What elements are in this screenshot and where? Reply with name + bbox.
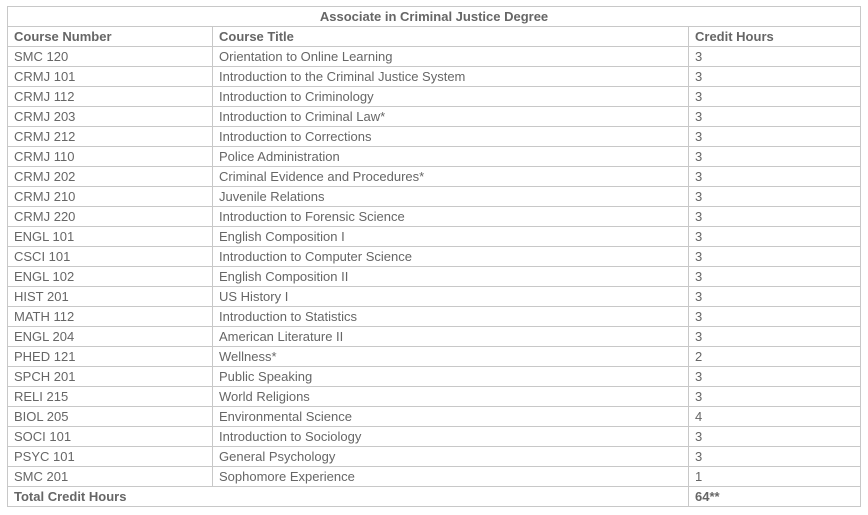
course-title-cell: Introduction to Forensic Science (213, 207, 689, 227)
course-number-cell: PSYC 101 (8, 447, 213, 467)
course-number-cell: BIOL 205 (8, 407, 213, 427)
credit-hours-cell: 3 (689, 67, 861, 87)
credit-hours-cell: 3 (689, 327, 861, 347)
course-title-cell: Public Speaking (213, 367, 689, 387)
table-row (8, 87, 861, 107)
total-value: 64** (689, 487, 861, 507)
course-number-cell: SPCH 201 (8, 367, 213, 387)
credit-hours-cell: 3 (689, 227, 861, 247)
course-title-cell: Criminal Evidence and Procedures* (213, 167, 689, 187)
course-title-cell: Police Administration (213, 147, 689, 167)
credit-hours-cell: 2 (689, 347, 861, 367)
header-credit-hours: Credit Hours (689, 27, 861, 47)
table-row (8, 387, 861, 407)
course-title-cell: Introduction to Corrections (213, 127, 689, 147)
total-row (8, 487, 861, 507)
table-row (8, 227, 861, 247)
course-title-cell: Introduction to Statistics (213, 307, 689, 327)
header-course-title: Course Title (213, 27, 689, 47)
table-title: Associate in Criminal Justice Degree (8, 7, 861, 27)
table-row (8, 327, 861, 347)
table-row (8, 427, 861, 447)
course-number-cell: SMC 201 (8, 467, 213, 487)
course-title-cell: World Religions (213, 387, 689, 407)
course-title-cell: American Literature II (213, 327, 689, 347)
course-title-cell: Orientation to Online Learning (213, 47, 689, 67)
table-row (8, 367, 861, 387)
course-title-cell: Introduction to Criminal Law* (213, 107, 689, 127)
course-number-cell: CRMJ 110 (8, 147, 213, 167)
course-number-cell: CRMJ 210 (8, 187, 213, 207)
credit-hours-cell: 3 (689, 167, 861, 187)
credit-hours-cell: 3 (689, 287, 861, 307)
course-number-cell: PHED 121 (8, 347, 213, 367)
table-row (8, 287, 861, 307)
course-number-cell: CSCI 101 (8, 247, 213, 267)
course-number-cell: CRMJ 202 (8, 167, 213, 187)
credit-hours-cell: 3 (689, 447, 861, 467)
table-row (8, 127, 861, 147)
course-number-cell: SOCI 101 (8, 427, 213, 447)
table-title-row (8, 7, 861, 27)
course-number-cell: MATH 112 (8, 307, 213, 327)
table-row (8, 67, 861, 87)
table-row (8, 47, 861, 67)
course-number-cell: RELI 215 (8, 387, 213, 407)
credit-hours-cell: 3 (689, 307, 861, 327)
course-number-cell: CRMJ 220 (8, 207, 213, 227)
credit-hours-cell: 3 (689, 107, 861, 127)
course-title-cell: Sophomore Experience (213, 467, 689, 487)
table-row (8, 187, 861, 207)
header-course-number: Course Number (8, 27, 213, 47)
table-row (8, 147, 861, 167)
course-title-cell: US History I (213, 287, 689, 307)
course-number-cell: HIST 201 (8, 287, 213, 307)
degree-table-container (7, 6, 860, 507)
course-title-cell: Introduction to Computer Science (213, 247, 689, 267)
course-number-cell: CRMJ 101 (8, 67, 213, 87)
table-row (8, 247, 861, 267)
course-title-cell: English Composition I (213, 227, 689, 247)
table-row (8, 347, 861, 367)
course-title-cell: Introduction to the Criminal Justice System (213, 67, 689, 87)
table-row (8, 307, 861, 327)
course-number-cell: ENGL 204 (8, 327, 213, 347)
table-row (8, 447, 861, 467)
credit-hours-cell: 3 (689, 207, 861, 227)
table-row (8, 167, 861, 187)
total-label: Total Credit Hours (8, 487, 689, 507)
credit-hours-cell: 3 (689, 147, 861, 167)
table-row (8, 467, 861, 487)
course-title-cell: English Composition II (213, 267, 689, 287)
table-row (8, 407, 861, 427)
credit-hours-cell: 4 (689, 407, 861, 427)
course-number-cell: ENGL 102 (8, 267, 213, 287)
credit-hours-cell: 1 (689, 467, 861, 487)
credit-hours-cell: 3 (689, 427, 861, 447)
course-number-cell: ENGL 101 (8, 227, 213, 247)
credit-hours-cell: 3 (689, 187, 861, 207)
credit-hours-cell: 3 (689, 47, 861, 67)
credit-hours-cell: 3 (689, 267, 861, 287)
table-row (8, 107, 861, 127)
course-title-cell: Introduction to Sociology (213, 427, 689, 447)
course-number-cell: CRMJ 203 (8, 107, 213, 127)
course-number-cell: CRMJ 112 (8, 87, 213, 107)
course-number-cell: CRMJ 212 (8, 127, 213, 147)
credit-hours-cell: 3 (689, 247, 861, 267)
credit-hours-cell: 3 (689, 387, 861, 407)
credit-hours-cell: 3 (689, 87, 861, 107)
credit-hours-cell: 3 (689, 127, 861, 147)
course-number-cell: SMC 120 (8, 47, 213, 67)
course-title-cell: General Psychology (213, 447, 689, 467)
course-title-cell: Introduction to Criminology (213, 87, 689, 107)
table-row (8, 267, 861, 287)
course-title-cell: Juvenile Relations (213, 187, 689, 207)
course-title-cell: Wellness* (213, 347, 689, 367)
course-title-cell: Environmental Science (213, 407, 689, 427)
table-row (8, 207, 861, 227)
course-rows (8, 47, 861, 487)
credit-hours-cell: 3 (689, 367, 861, 387)
table-header-row (8, 27, 861, 47)
degree-course-table (7, 6, 861, 507)
